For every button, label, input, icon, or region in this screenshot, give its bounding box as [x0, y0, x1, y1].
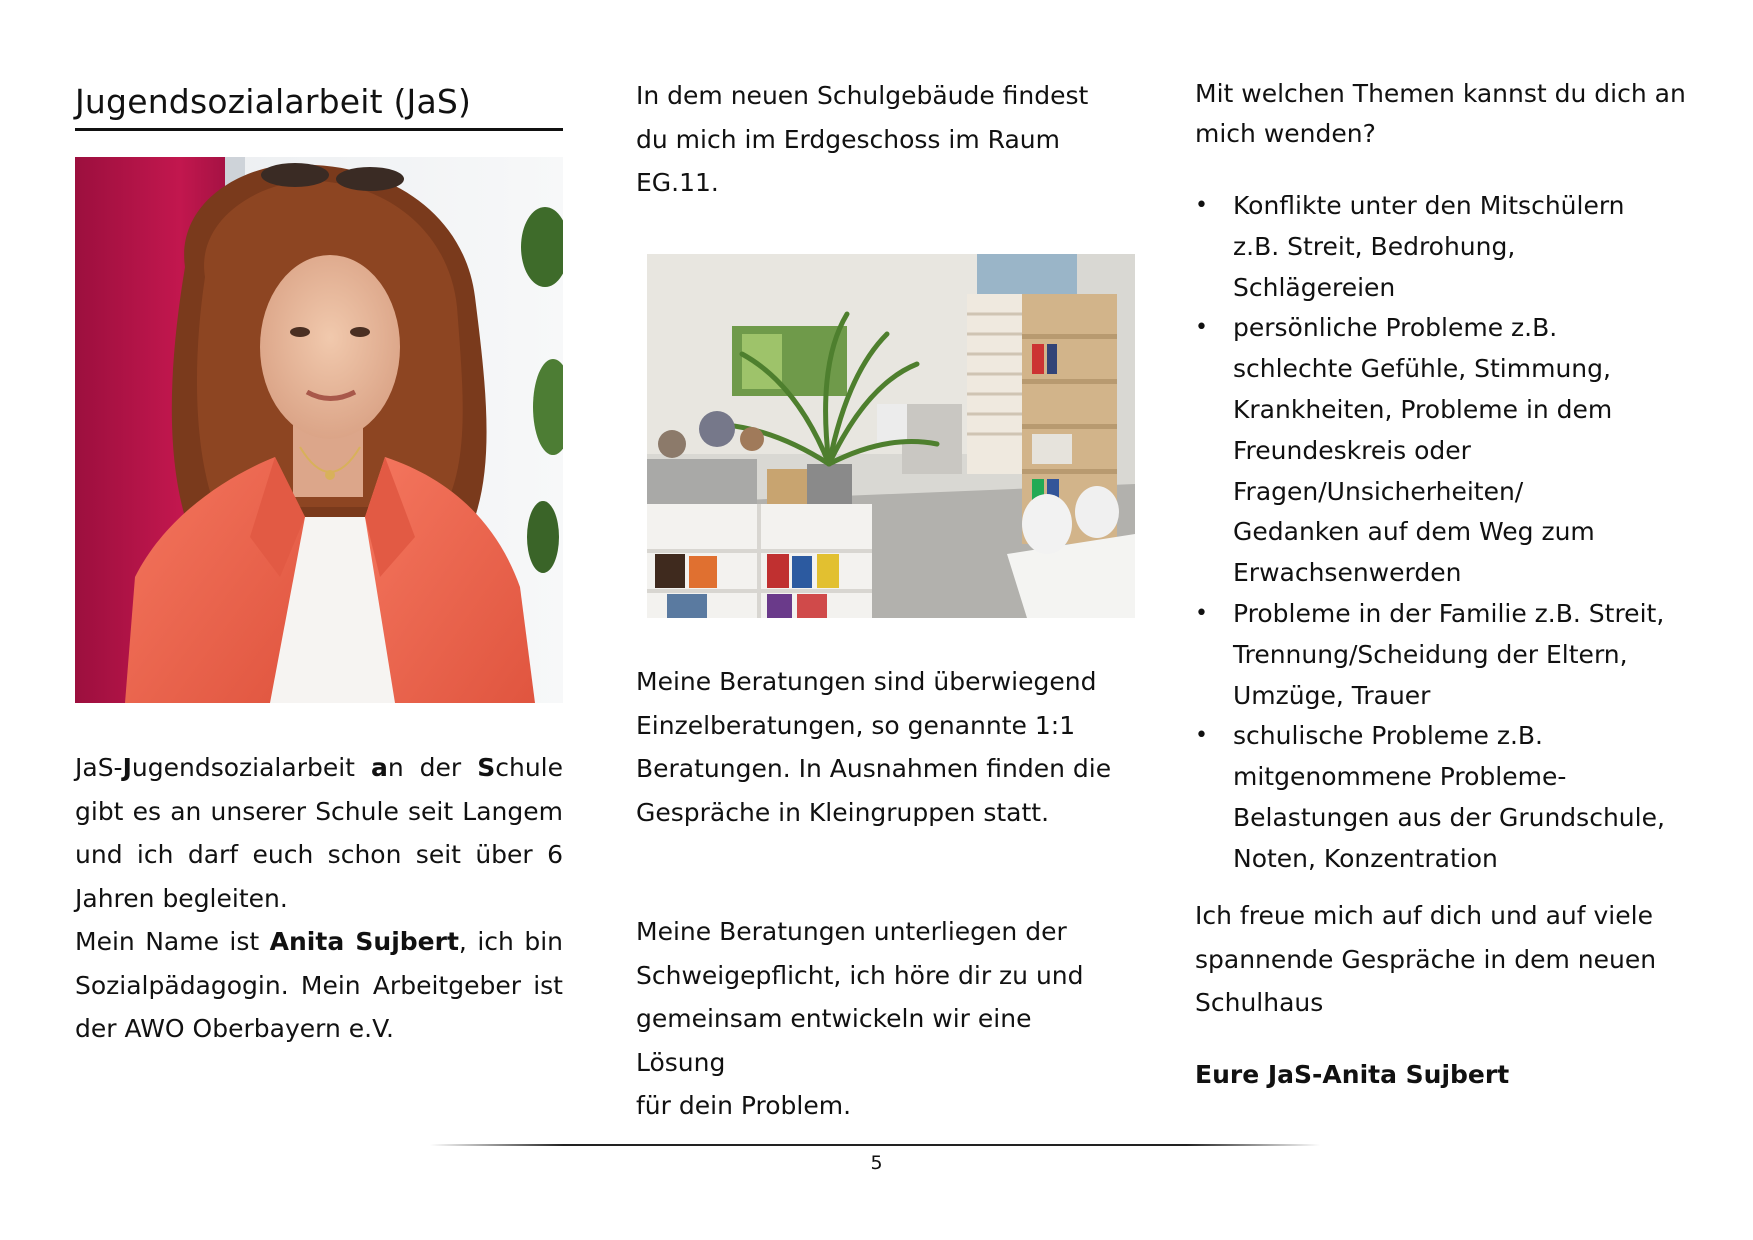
column-right — [1195, 74, 1695, 1089]
closing-text: Ich freue mich auf dich und auf viele spannende Gespräche in dem neuen Schulhaus — [1195, 901, 1657, 1017]
intro-paragraph-2: Mein Name ist Anita Sujbert, ich bin Sozialpädagogin. Mein Arbeitgeber ist der AWO Oberbayern e.V. — [75, 927, 563, 1043]
signature: Eure JaS-Anita Sujbert — [1195, 1060, 1510, 1089]
bullet-icon: • — [1195, 193, 1208, 218]
topics-list — [1195, 186, 1695, 880]
footer-divider — [430, 1144, 1320, 1146]
location-text: In dem neuen Schulgebäude findest du mich im Erdgeschoss im Raum EG.11. — [636, 81, 1089, 197]
topics-intro: Mit welchen Themen kannst du dich an mich wenden? — [1195, 79, 1686, 148]
list-item: • Probleme in der Familie z.B. Streit, Trennung/Scheidung der Eltern, Umzüge, Trauer — [1195, 594, 1695, 716]
counseling-format-text: Meine Beratungen sind überwiegend Einzelberatungen, so genannte 1:1 Beratungen. In Ausnahmen finden die Gespräche in Kleingruppen statt. — [636, 667, 1112, 827]
bullet-icon: • — [1195, 723, 1208, 749]
room-photo — [647, 254, 1135, 618]
list-item: • persönliche Probleme z.B. schlechte Gefühle, Stimmung, Krankheiten, Probleme in dem Freundeskreis oder Fragen/Unsicherheiten/ Gedanken auf dem Weg zum Erwachsenwerden — [1195, 308, 1695, 594]
page-number: 5 — [870, 1152, 883, 1174]
confidentiality-text: Meine Beratungen unterliegen der Schweigepflicht, ich höre dir zu und gemeinsam entwickeln wir eine Lösung für dein Problem. — [636, 917, 1084, 1120]
list-item: • schulische Probleme z.B. mitgenommene Probleme- Belastungen aus der Grundschule, Noten, Konzentration — [1195, 716, 1695, 879]
bullet-icon: • — [1195, 600, 1208, 626]
bullet-icon: • — [1195, 315, 1208, 341]
column-left — [75, 80, 563, 1043]
portrait-photo — [75, 157, 563, 703]
intro-paragraph-1: JaS-Jugendsozialarbeit an der Schule gibt es an unserer Schule seit Langem und ich darf euch schon seit über 6 Jahren begleiten. — [75, 753, 563, 913]
intro-text — [75, 746, 563, 1051]
section-heading: Jugendsozialarbeit (JaS) — [75, 80, 563, 131]
list-item: • Konflikte unter den Mitschülern z.B. Streit, Bedrohung, Schlägereien — [1195, 186, 1695, 308]
